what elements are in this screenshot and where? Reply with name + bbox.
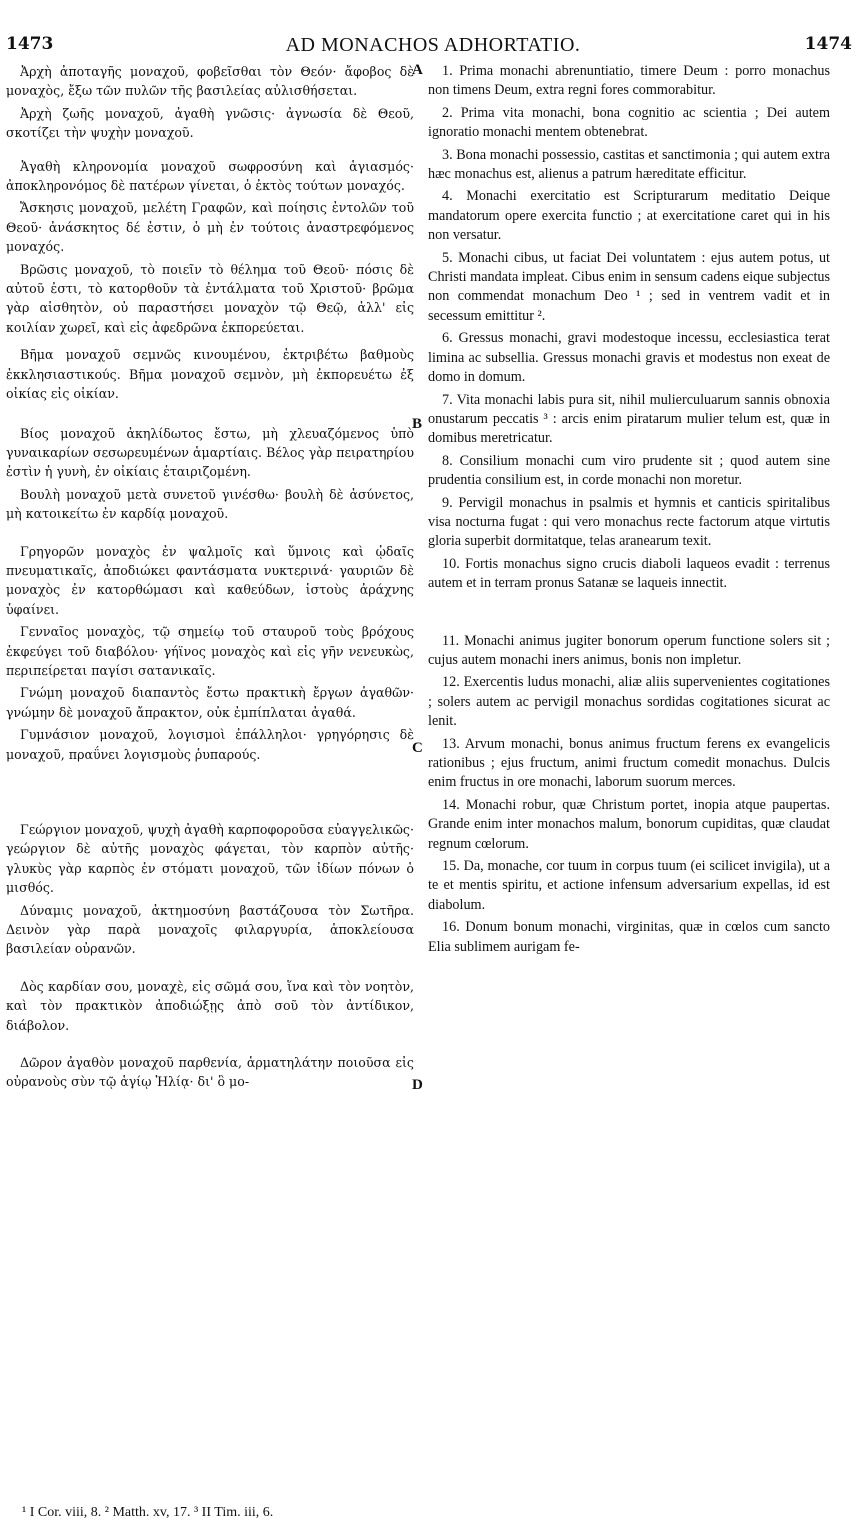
latin-paragraph: 5. Monachi cibus, ut faciat Dei voluntatem : ejus autem potus, ut Christi mandata impleat. Cibus enim in sensum cadens eique subjectus non commendat monachum Deo ¹ ; sed in ventrem vadit et in secessum emittitur ². [428,249,830,324]
greek-paragraph: Δὸς καρδίαν σου, μοναχὲ, εἰς σῶμά σου, ἵνα καὶ τὸν νοητὸν, καὶ τὸν πρακτικὸν ἀποδιώξῃς ἀπὸ σοῦ τὸν ἀντίδικον, διάβολον. [6,978,414,1033]
greek-paragraph: Δύναμις μοναχοῦ, ἀκτημοσύνη βαστάζουσα τὸν Σωτῆρα. Δεινὸν γὰρ παρὰ μοναχοῖς φιλαργυρία, ἀποκλείουσα βασιλείαν οὐρανῶν. [6,902,414,957]
margin-marker-d: D [412,1077,423,1093]
right-page-number: 1474 [804,34,852,54]
latin-paragraph: 1. Prima monachi abrenuntiatio, timere Deum : porro monachus non timens Deum, extra regni fores commorabitur. [428,63,830,99]
greek-paragraph: Γυμνάσιον μοναχοῦ, λογισμοὶ ἐπάλληλοι· γρηγόρησις δὲ μοναχοῦ, πραΰνει λογισμοὺς ῥυπαρούς. [6,727,414,762]
greek-paragraph: Βρῶσις μοναχοῦ, τὸ ποιεῖν τὸ θέλημα τοῦ Θεοῦ· πόσις δὲ αὐτοῦ ἐστι, τὸ κατορθοῦν τὰ ἐντάλματα τοῦ Χριστοῦ· βρῶμα γὰρ αἰσθητὸν, οὐ παραστήσει μοναχὸν τῷ Θεῷ, ἀλλ' εἰς κοιλίαν χωρεῖ, καὶ εἰς ἀφεδρῶνα ἐκπορεύεται. [6,261,414,335]
left-page-number: 1473 [6,34,54,54]
running-title: AD MONACHOS ADHORTATIO. [285,34,581,56]
latin-paragraph: 15. Da, monache, cor tuum in corpus tuum (ei scilicet invigila), ut a te et mentis spiritu, et actione infensum adversarium expellas, id est diabolum. [428,858,830,913]
greek-paragraph: Ἀρχὴ ἀποταγῆς μοναχοῦ, φοβεῖσθαι τὸν Θεόν· ἄφοβος δὲ μοναχὸς, ἔξω τῶν πυλῶν τῆς βασιλείας αὐλισθήσεται. [6,64,414,99]
margin-marker-b: B [412,416,423,432]
greek-paragraph: Δῶρον ἀγαθὸν μοναχοῦ παρθενία, ἁρματηλάτην ποιοῦσα εἰς οὐρανοὺς σὺν τῷ ἁγίῳ Ἠλίᾳ· δι' ὃ μο- [6,1055,414,1090]
greek-paragraph: Γεώργιον μοναχοῦ, ψυχὴ ἀγαθὴ καρποφοροῦσα εὐαγγελικῶς· γεώργιον δὲ αὐτῆς μοναχὸς φάγεται, τὸν καρπὸν αὐτῆς· γλυκὺς γὰρ καρπὸς ἐν στόματι μοναχοῦ, τῶν ἰδίων πόνων ὁ μισθός. [6,822,414,896]
latin-paragraph: 2. Prima vita monachi, bona cognitio ac scientia ; Dei autem ignoratio monachi mentem obtenebrat. [428,104,830,141]
latin-paragraph: 9. Pervigil monachus in psalmis et hymnis et canticis spiritalibus visa nocturna fugat : qui vero monachus recte factorum atque virtutis gloria superbit dormitatque, telas aranearum texit. [428,494,830,550]
latin-paragraph: 11. Monachi animus jugiter bonorum operum functione solers sit ; cujus autem monachi iners animus, bonis non impletur. [428,632,830,668]
greek-paragraph: Βῆμα μοναχοῦ σεμνῶς κινουμένου, ἐκτριβέτω βαθμοὺς ἐκκλησιαστικούς. Βῆμα μοναχοῦ σεμνὸν, μὴ ἐκπορευέτω ἐξ οἰκίας εἰς οἰκίαν. [6,347,414,402]
margin-marker-c: C [412,740,423,756]
latin-paragraph: 10. Fortis monachus signo crucis diaboli laqueos evadit : terrenus autem et in terram pronus Satanæ se laqueis innectit. [428,555,830,592]
greek-paragraph: Ἄσκησις μοναχοῦ, μελέτη Γραφῶν, καὶ ποίησις ἐντολῶν τοῦ Θεοῦ· ἀνάσκητος δέ ἐστιν, ὁ μὴ ἐν τούτοις ἀναστρεφόμενος μοναχός. [6,200,414,255]
footnotes: ¹ I Cor. viii, 8. ² Matth. xv, 17. ³ II Tim. iii, 6. [22,1505,274,1520]
latin-paragraph: 12. Exercentis ludus monachi, aliæ aliis supervenientes cogitationes ; solers autem ac pervigil monachus sordidas cogitationes sicurat ac lenit. [428,674,830,730]
latin-paragraph: 14. Monachi robur, quæ Christum portet, inopia atque paupertas. Grande enim inter monachos malum, bonorum cupiditas, quæ claudat regnum cœlorum. [428,796,830,852]
margin-marker-a: A [412,62,423,78]
latin-paragraph: 13. Arvum monachi, bonus animus fructum ferens ex evangelicis rationibus ; ejus fructum, animi fructum comedit monachus. Dulcis enim fructus in ore monachi, laborum suorum merces. [428,735,830,791]
latin-paragraph: 8. Consilium monachi cum viro prudente sit ; quod autem sine prudentia consilium est, in corde monachi non moretur. [428,452,830,489]
latin-column [428,62,830,957]
latin-paragraph: 3. Bona monachi possessio, castitas et sanctimonia ; qui autem extra hæc monachus est, alienus a patrum hæreditate efficitur. [428,146,830,183]
greek-paragraph: Βίος μοναχοῦ ἀκηλίδωτος ἔστω, μὴ χλευαζόμενος ὑπὸ γυναικαρίων σεσωρευμένων ἁμαρτίαις. Βέλος γὰρ πειρατηρίου ἐστὶν ἡ γυνὴ, ἐν οἰκίαις ἑταιριζομένη. [6,425,414,480]
latin-paragraph: 4. Monachi exercitatio est Scripturarum meditatio Deique mandatorum opere exercita functio ; at exercitatione caret qui in his non versatur. [428,188,830,244]
greek-paragraph: Γρηγορῶν μοναχὸς ἐν ψαλμοῖς καὶ ὕμνοις καὶ ᾠδαῖς πνευματικαῖς, ἀποδιώκει φαντάσματα νυκτερινά· γαυριῶν δὲ μοναχὸς ἐν κατορθώμασι καὶ καθεύδων, ἱστοὺς ἀράχνης ὑφαίνει. [6,543,414,617]
page-header [0,34,866,56]
latin-paragraph: 7. Vita monachi labis pura sit, nihil mulierculuarum sannis obnoxia onustarum peccatis ³ : arcis enim piratarum mulier telum est, quæ in domibus meretricatur. [428,391,830,447]
greek-paragraph: Ἀγαθὴ κληρονομία μοναχοῦ σωφροσύνη καὶ ἁγιασμός· ἀποκληρονόμος δὲ πατέρων γίνεται, ὁ ἐκτὸς τούτων μοναχός. [6,158,414,194]
latin-paragraph: 6. Gressus monachi, gravi modestoque incessu, ecclesiastica terat limina ac subsellia. Gressus monachi gravis et modestus non exeat de domo in domum. [428,330,830,386]
greek-paragraph: Ἀρχὴ ζωῆς μοναχοῦ, ἀγαθὴ γνῶσις· ἀγνωσία δὲ Θεοῦ, σκοτίζει τὴν ψυχὴν μοναχοῦ. [6,105,414,141]
latin-paragraph: 16. Donum bonum monachi, virginitas, quæ in cœlos cum sancto Elia sublimem aurigam fe- [428,919,830,955]
greek-paragraph: Γενναῖος μοναχὸς, τῷ σημείῳ τοῦ σταυροῦ τοὺς βρόχους ἐκφεύγει τοῦ διαβόλου· γήϊνος μοναχὸς καὶ εἰς γῆν νενευκὼς, περιπείρεται παγίσι σατανικαῖς. [6,624,414,678]
greek-paragraph: Βουλὴ μοναχοῦ μετὰ συνετοῦ γινέσθω· βουλὴ δὲ ἀσύνετος, μὴ κατοικείτω ἐν καρδίᾳ μοναχοῦ. [6,486,414,522]
greek-paragraph: Γνώμη μοναχοῦ διαπαντὸς ἔστω πρακτικὴ ἔργων ἀγαθῶν· γνώμην δὲ μοναχοῦ ἄπρακτον, οὐκ ἐμπίπλαται ἀγαθά. [6,685,414,720]
greek-column [6,62,414,1092]
